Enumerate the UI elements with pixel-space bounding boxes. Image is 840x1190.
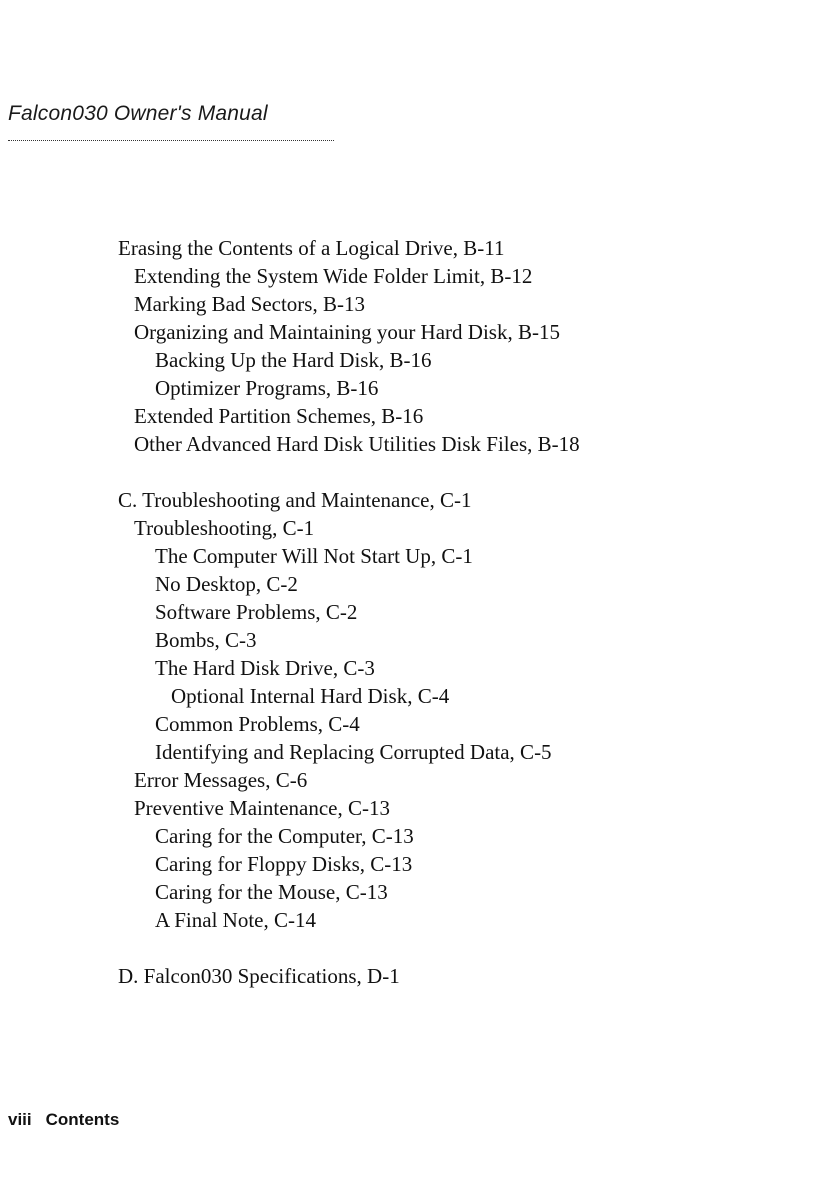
toc-entry: Extending the System Wide Folder Limit, B-12 bbox=[134, 264, 533, 288]
toc-entry: Caring for Floppy Disks, C-13 bbox=[155, 852, 413, 876]
toc-entry: Caring for the Mouse, C-13 bbox=[155, 880, 388, 904]
toc-entry: Optional Internal Hard Disk, C-4 bbox=[171, 684, 450, 708]
page-footer bbox=[8, 1110, 119, 1130]
toc-entry: Extended Partition Schemes, B-16 bbox=[134, 404, 424, 428]
footer-section-title: Contents bbox=[45, 1110, 120, 1129]
toc-entry: No Desktop, C-2 bbox=[155, 572, 298, 596]
toc-entry: Other Advanced Hard Disk Utilities Disk Files, B-18 bbox=[134, 432, 580, 456]
toc-entry: Error Messages, C-6 bbox=[134, 768, 308, 792]
toc-entry: Troubleshooting, C-1 bbox=[134, 516, 315, 540]
toc-entry: The Computer Will Not Start Up, C-1 bbox=[155, 544, 473, 568]
page-number: viii bbox=[8, 1110, 32, 1129]
toc-entry: Preventive Maintenance, C-13 bbox=[134, 796, 390, 820]
toc-entry: D. Falcon030 Specifications, D-1 bbox=[118, 964, 400, 988]
toc-entry: Organizing and Maintaining your Hard Disk, B-15 bbox=[134, 320, 560, 344]
toc-entry: Bombs, C-3 bbox=[155, 628, 257, 652]
toc-entry: Backing Up the Hard Disk, B-16 bbox=[155, 348, 432, 372]
toc-entry: Erasing the Contents of a Logical Drive, B-11 bbox=[118, 236, 505, 260]
toc-entry: Caring for the Computer, C-13 bbox=[155, 824, 414, 848]
toc-entry: The Hard Disk Drive, C-3 bbox=[155, 656, 375, 680]
running-header: Falcon030 Owner's Manual bbox=[8, 102, 268, 125]
toc-entry: Common Problems, C-4 bbox=[155, 712, 360, 736]
toc-entry: C. Troubleshooting and Maintenance, C-1 bbox=[118, 488, 472, 512]
toc-entry: Marking Bad Sectors, B-13 bbox=[134, 292, 365, 316]
toc-entry: Software Problems, C-2 bbox=[155, 600, 358, 624]
toc-entry: Identifying and Replacing Corrupted Data, C-5 bbox=[155, 740, 552, 764]
toc-entry: Optimizer Programs, B-16 bbox=[155, 376, 379, 400]
toc-entry: A Final Note, C-14 bbox=[155, 908, 316, 932]
